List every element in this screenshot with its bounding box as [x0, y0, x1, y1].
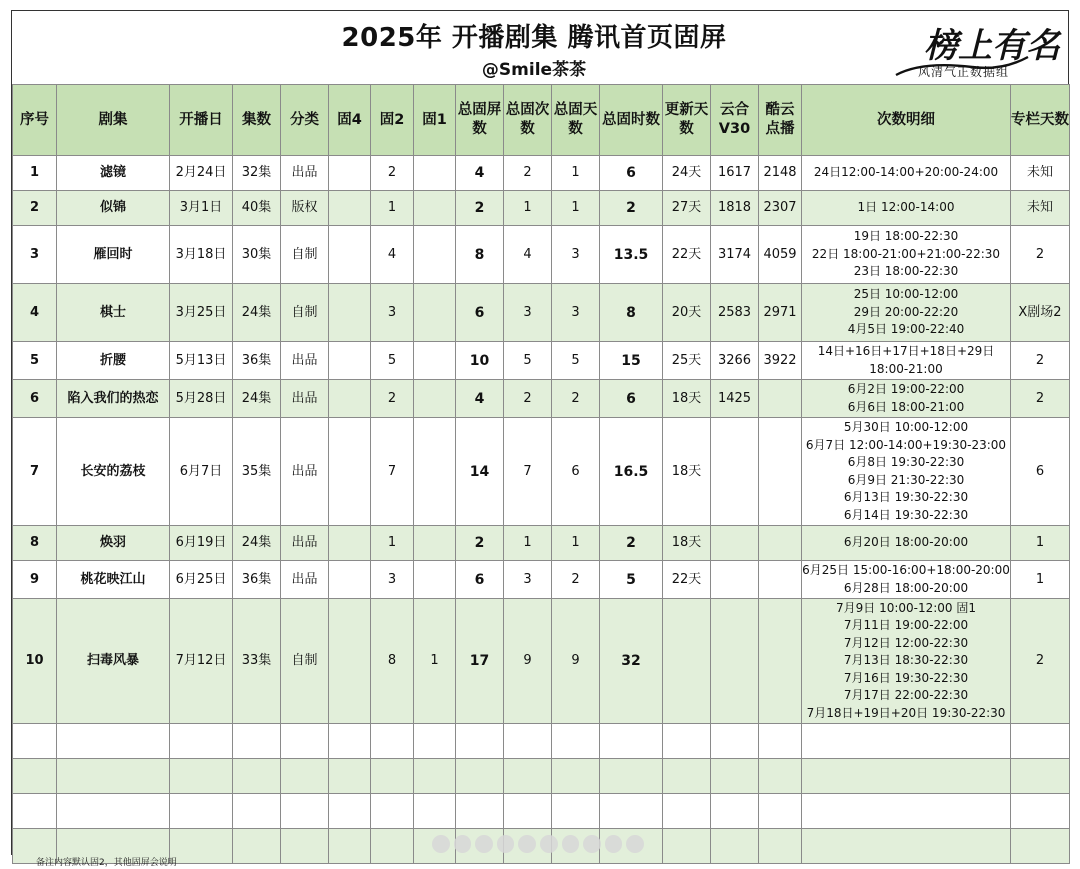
empty-cell: [504, 724, 552, 759]
detail-line: 22日 18:00-21:00+21:00-22:30: [811, 246, 1001, 261]
empty-cell: [663, 759, 711, 794]
empty-cell: [281, 724, 329, 759]
empty-cell: [456, 794, 504, 829]
cell-yh: 3174: [711, 226, 759, 284]
cell-update: 25天: [663, 342, 711, 380]
cell-no: 8: [13, 526, 57, 561]
cell-g4: [329, 526, 371, 561]
cell-cat: 出品: [281, 380, 329, 418]
empty-cell: [711, 759, 759, 794]
cell-g1: [414, 342, 456, 380]
cell-times: 7: [504, 418, 552, 526]
cell-update: 27天: [663, 191, 711, 226]
cell-no: 1: [13, 156, 57, 191]
cell-g2: 2: [371, 380, 414, 418]
sheet-frame: [11, 10, 1069, 855]
cell-days: 2: [552, 561, 600, 599]
cell-times: 9: [504, 599, 552, 724]
empty-cell: [711, 829, 759, 864]
cell-hours: 6: [600, 380, 663, 418]
cell-times: 5: [504, 342, 552, 380]
table-row: [13, 418, 1070, 526]
detail-line: 1日 12:00-14:00: [857, 200, 955, 215]
cell-hours: 16.5: [600, 418, 663, 526]
cell-ky: 2148: [759, 156, 802, 191]
empty-cell: [281, 829, 329, 864]
table-body: [13, 156, 1070, 864]
cell-days: 5: [552, 342, 600, 380]
detail-line: 19日 18:00-22:30: [853, 229, 959, 244]
cell-update: 18天: [663, 418, 711, 526]
detail-line: 6月13日 19:30-22:30: [843, 490, 969, 504]
cell-g4: [329, 156, 371, 191]
cell-screens: 6: [456, 561, 504, 599]
empty-cell: [1011, 829, 1070, 864]
empty-cell: [663, 829, 711, 864]
cell-name: 扫毒风暴: [57, 599, 170, 724]
cell-date: 7月12日: [170, 599, 233, 724]
cell-ky: [759, 526, 802, 561]
cell-ky: [759, 561, 802, 599]
column-header: 开播日: [170, 85, 233, 156]
cell-name: 棋士: [57, 284, 170, 342]
column-header: 专栏天数: [1011, 85, 1070, 156]
empty-cell: [170, 759, 233, 794]
cell-g1: [414, 380, 456, 418]
empty-cell: [57, 759, 170, 794]
cell-eps: 24集: [233, 526, 281, 561]
cell-times: 2: [504, 380, 552, 418]
cell-eps: 36集: [233, 342, 281, 380]
cell-yh: 1617: [711, 156, 759, 191]
cell-screens: 17: [456, 599, 504, 724]
cell-hours: 2: [600, 191, 663, 226]
cell-times: 3: [504, 284, 552, 342]
cell-detail: [802, 226, 1011, 284]
cell-days: 1: [552, 526, 600, 561]
cell-days: 1: [552, 156, 600, 191]
empty-cell: [600, 794, 663, 829]
empty-cell: [711, 794, 759, 829]
cell-screens: 2: [456, 526, 504, 561]
empty-cell: [170, 829, 233, 864]
cell-hours: 2: [600, 526, 663, 561]
cell-no: 3: [13, 226, 57, 284]
cell-ky: 2971: [759, 284, 802, 342]
cell-eps: 33集: [233, 599, 281, 724]
cell-date: 3月1日: [170, 191, 233, 226]
empty-cell: [414, 759, 456, 794]
empty-cell: [552, 724, 600, 759]
table-row: [13, 156, 1070, 191]
cell-screens: 8: [456, 226, 504, 284]
empty-cell: [170, 724, 233, 759]
column-header: 分类: [281, 85, 329, 156]
cell-g2: 4: [371, 226, 414, 284]
empty-cell: [329, 829, 371, 864]
column-header: 更新天数: [663, 85, 711, 156]
cell-eps: 35集: [233, 418, 281, 526]
cell-cat: 出品: [281, 418, 329, 526]
column-header: 总固次数: [504, 85, 552, 156]
empty-cell: [759, 724, 802, 759]
cell-column: 1: [1011, 561, 1070, 599]
column-header: 总固时数: [600, 85, 663, 156]
empty-cell: [329, 724, 371, 759]
detail-line: 24日12:00-14:00+20:00-24:00: [813, 165, 999, 180]
table-row: [13, 599, 1070, 724]
empty-cell: [57, 724, 170, 759]
detail-line: 6月25日 15:00-16:00+18:00-20:00: [802, 563, 1010, 577]
cell-g4: [329, 599, 371, 724]
cell-name: 滤镜: [57, 156, 170, 191]
detail-line: 7月17日 22:00-22:30: [843, 688, 969, 703]
cell-days: 1: [552, 191, 600, 226]
cell-eps: 24集: [233, 284, 281, 342]
cell-detail: [802, 561, 1011, 599]
detail-line: 5月30日 10:00-12:00: [843, 420, 969, 434]
cell-g1: [414, 418, 456, 526]
cell-column: 2: [1011, 380, 1070, 418]
cell-cat: 出品: [281, 156, 329, 191]
detail-line: 14日+16日+17日+18日+29日: [817, 344, 995, 358]
empty-cell: [1011, 724, 1070, 759]
cell-g2: 5: [371, 342, 414, 380]
empty-cell: [371, 724, 414, 759]
detail-line: 18:00-21:00: [869, 361, 943, 376]
detail-line: 6月28日 18:00-20:00: [843, 580, 969, 595]
cell-times: 3: [504, 561, 552, 599]
empty-cell: [371, 829, 414, 864]
cell-g4: [329, 226, 371, 284]
empty-cell: [414, 794, 456, 829]
cell-g1: [414, 561, 456, 599]
cell-column: 2: [1011, 599, 1070, 724]
cell-g1: [414, 226, 456, 284]
cell-detail: [802, 342, 1011, 380]
empty-cell: [233, 759, 281, 794]
drama-table: [12, 84, 1070, 864]
cell-column: 6: [1011, 418, 1070, 526]
cell-detail: [802, 380, 1011, 418]
page-subtitle: @Smile茶茶: [481, 60, 587, 80]
detail-line: 25日 10:00-12:00: [853, 287, 959, 302]
cell-days: 2: [552, 380, 600, 418]
cell-date: 3月18日: [170, 226, 233, 284]
cell-name: 陷入我们的热恋: [57, 380, 170, 418]
cell-no: 2: [13, 191, 57, 226]
empty-row: [13, 794, 1070, 829]
cell-g2: 1: [371, 191, 414, 226]
cell-cat: 自制: [281, 599, 329, 724]
table-row: [13, 561, 1070, 599]
empty-cell: [281, 759, 329, 794]
detail-line: 7月11日 19:00-22:00: [843, 618, 969, 633]
cell-update: [663, 599, 711, 724]
cell-yh: [711, 599, 759, 724]
cell-screens: 6: [456, 284, 504, 342]
detail-line: 6月2日 19:00-22:00: [847, 382, 965, 396]
table-row: [13, 284, 1070, 342]
cell-times: 2: [504, 156, 552, 191]
page-title: 2025年 开播剧集 腾讯首页固屏: [341, 23, 727, 53]
cell-update: 22天: [663, 226, 711, 284]
cell-times: 1: [504, 526, 552, 561]
empty-cell: [552, 794, 600, 829]
cell-column: 2: [1011, 342, 1070, 380]
empty-cell: [13, 724, 57, 759]
empty-cell: [802, 759, 1011, 794]
empty-cell: [329, 794, 371, 829]
cell-ky: [759, 418, 802, 526]
detail-line: 7月12日 12:00-22:30: [843, 635, 969, 650]
cell-yh: [711, 418, 759, 526]
cell-days: 3: [552, 284, 600, 342]
cell-hours: 13.5: [600, 226, 663, 284]
empty-cell: [371, 794, 414, 829]
empty-cell: [13, 794, 57, 829]
logo-caption: 风清气正数据组: [918, 65, 1010, 79]
cell-update: 22天: [663, 561, 711, 599]
cell-yh: [711, 561, 759, 599]
cell-cat: 版权: [281, 191, 329, 226]
cell-g4: [329, 191, 371, 226]
empty-cell: [504, 794, 552, 829]
cell-date: 6月7日: [170, 418, 233, 526]
cell-detail: [802, 418, 1011, 526]
empty-cell: [552, 759, 600, 794]
cell-days: 9: [552, 599, 600, 724]
column-header: 固1: [414, 85, 456, 156]
cell-hours: 15: [600, 342, 663, 380]
cell-eps: 40集: [233, 191, 281, 226]
cell-detail: [802, 284, 1011, 342]
cell-date: 2月24日: [170, 156, 233, 191]
detail-line: 7月13日 18:30-22:30: [843, 653, 969, 668]
detail-line: 23日 18:00-22:30: [853, 264, 959, 279]
cell-date: 5月13日: [170, 342, 233, 380]
column-header: 次数明细: [802, 85, 1011, 156]
empty-cell: [1011, 794, 1070, 829]
cell-yh: 3266: [711, 342, 759, 380]
empty-cell: [371, 759, 414, 794]
detail-line: 6月7日 12:00-14:00+19:30-23:00: [805, 437, 1007, 452]
cell-name: 折腰: [57, 342, 170, 380]
cell-column: 2: [1011, 226, 1070, 284]
empty-cell: [663, 724, 711, 759]
cell-cat: 自制: [281, 226, 329, 284]
cell-g2: 7: [371, 418, 414, 526]
cell-g4: [329, 418, 371, 526]
empty-cell: [233, 829, 281, 864]
cell-column: 1: [1011, 526, 1070, 561]
detail-line: 6月14日 19:30-22:30: [843, 507, 969, 522]
cell-no: 9: [13, 561, 57, 599]
cell-name: 雁回时: [57, 226, 170, 284]
cell-eps: 36集: [233, 561, 281, 599]
cell-screens: 14: [456, 418, 504, 526]
empty-cell: [711, 724, 759, 759]
cell-yh: 1425: [711, 380, 759, 418]
empty-cell: [759, 829, 802, 864]
detail-line: 7月16日 19:30-22:30: [843, 670, 969, 685]
cell-hours: 6: [600, 156, 663, 191]
cell-g1: [414, 156, 456, 191]
column-header: 剧集: [57, 85, 170, 156]
cell-g4: [329, 561, 371, 599]
cell-cat: 出品: [281, 561, 329, 599]
empty-cell: [1011, 759, 1070, 794]
table-row: [13, 526, 1070, 561]
cell-update: 18天: [663, 526, 711, 561]
cell-days: 3: [552, 226, 600, 284]
empty-cell: [759, 759, 802, 794]
cell-column: 未知: [1011, 191, 1070, 226]
cell-detail: [802, 526, 1011, 561]
cell-update: 20天: [663, 284, 711, 342]
empty-cell: [170, 794, 233, 829]
table-row: [13, 342, 1070, 380]
cell-screens: 2: [456, 191, 504, 226]
column-header: 总固天数: [552, 85, 600, 156]
table-row: [13, 380, 1070, 418]
cell-no: 5: [13, 342, 57, 380]
cell-name: 似锦: [57, 191, 170, 226]
cell-date: 5月28日: [170, 380, 233, 418]
cell-ky: 4059: [759, 226, 802, 284]
cell-g4: [329, 380, 371, 418]
detail-line: 7月9日 10:00-12:00 固1: [835, 600, 977, 615]
cell-g2: 8: [371, 599, 414, 724]
cell-update: 24天: [663, 156, 711, 191]
blurred-watermark: [432, 832, 644, 856]
empty-cell: [802, 829, 1011, 864]
cell-yh: 1818: [711, 191, 759, 226]
empty-cell: [233, 794, 281, 829]
cell-screens: 10: [456, 342, 504, 380]
detail-line: 29日 20:00-22:20: [853, 304, 959, 319]
empty-cell: [456, 759, 504, 794]
empty-cell: [600, 724, 663, 759]
detail-line: 6月20日 18:00-20:00: [843, 535, 969, 550]
table-header-row: [13, 85, 1070, 156]
cell-detail: [802, 191, 1011, 226]
cell-update: 18天: [663, 380, 711, 418]
cell-cat: 出品: [281, 526, 329, 561]
cell-eps: 24集: [233, 380, 281, 418]
cell-days: 6: [552, 418, 600, 526]
cell-ky: 3922: [759, 342, 802, 380]
cell-no: 10: [13, 599, 57, 724]
detail-line: 6月6日 18:00-21:00: [847, 399, 965, 414]
table-row: [13, 191, 1070, 226]
cell-screens: 4: [456, 380, 504, 418]
cell-ky: [759, 380, 802, 418]
cell-g1: 1: [414, 599, 456, 724]
cell-date: 6月19日: [170, 526, 233, 561]
cell-g4: [329, 284, 371, 342]
empty-cell: [802, 724, 1011, 759]
cell-detail: [802, 599, 1011, 724]
empty-cell: [281, 794, 329, 829]
column-header: 云合V30: [711, 85, 759, 156]
cell-column: X剧场2: [1011, 284, 1070, 342]
cell-g2: 3: [371, 561, 414, 599]
cell-ky: 2307: [759, 191, 802, 226]
cell-eps: 30集: [233, 226, 281, 284]
empty-cell: [233, 724, 281, 759]
cell-yh: 2583: [711, 284, 759, 342]
column-header: 序号: [13, 85, 57, 156]
footnote: 备注内容默认固2，其他固屏会说明: [36, 858, 177, 868]
detail-line: 7月18日+19日+20日 19:30-22:30: [806, 705, 1006, 720]
cell-times: 4: [504, 226, 552, 284]
column-header: 总固屏数: [456, 85, 504, 156]
empty-cell: [456, 724, 504, 759]
detail-line: 6月9日 21:30-22:30: [847, 472, 965, 487]
empty-cell: [663, 794, 711, 829]
cell-cat: 自制: [281, 284, 329, 342]
cell-no: 4: [13, 284, 57, 342]
detail-line: 6月8日 19:30-22:30: [847, 455, 965, 469]
cell-no: 7: [13, 418, 57, 526]
cell-g2: 1: [371, 526, 414, 561]
cell-cat: 出品: [281, 342, 329, 380]
cell-screens: 4: [456, 156, 504, 191]
cell-date: 3月25日: [170, 284, 233, 342]
empty-row: [13, 759, 1070, 794]
empty-cell: [414, 724, 456, 759]
detail-line: 4月5日 19:00-22:40: [847, 322, 965, 337]
cell-g1: [414, 284, 456, 342]
logo-script: 榜上有名: [924, 26, 1060, 66]
empty-cell: [57, 794, 170, 829]
cell-eps: 32集: [233, 156, 281, 191]
column-header: 酷云点播: [759, 85, 802, 156]
empty-cell: [329, 759, 371, 794]
column-header: 固4: [329, 85, 371, 156]
cell-hours: 5: [600, 561, 663, 599]
cell-no: 6: [13, 380, 57, 418]
cell-g2: 2: [371, 156, 414, 191]
empty-cell: [600, 759, 663, 794]
empty-cell: [504, 759, 552, 794]
column-header: 集数: [233, 85, 281, 156]
empty-cell: [802, 794, 1011, 829]
table-row: [13, 226, 1070, 284]
cell-g1: [414, 191, 456, 226]
cell-hours: 32: [600, 599, 663, 724]
cell-name: 焕羽: [57, 526, 170, 561]
cell-g2: 3: [371, 284, 414, 342]
cell-detail: [802, 156, 1011, 191]
empty-cell: [759, 794, 802, 829]
cell-g4: [329, 342, 371, 380]
empty-cell: [13, 759, 57, 794]
cell-name: 桃花映江山: [57, 561, 170, 599]
empty-row: [13, 724, 1070, 759]
cell-column: 未知: [1011, 156, 1070, 191]
cell-hours: 8: [600, 284, 663, 342]
cell-times: 1: [504, 191, 552, 226]
cell-ky: [759, 599, 802, 724]
cell-g1: [414, 526, 456, 561]
column-header: 固2: [371, 85, 414, 156]
cell-yh: [711, 526, 759, 561]
cell-name: 长安的荔枝: [57, 418, 170, 526]
cell-date: 6月25日: [170, 561, 233, 599]
